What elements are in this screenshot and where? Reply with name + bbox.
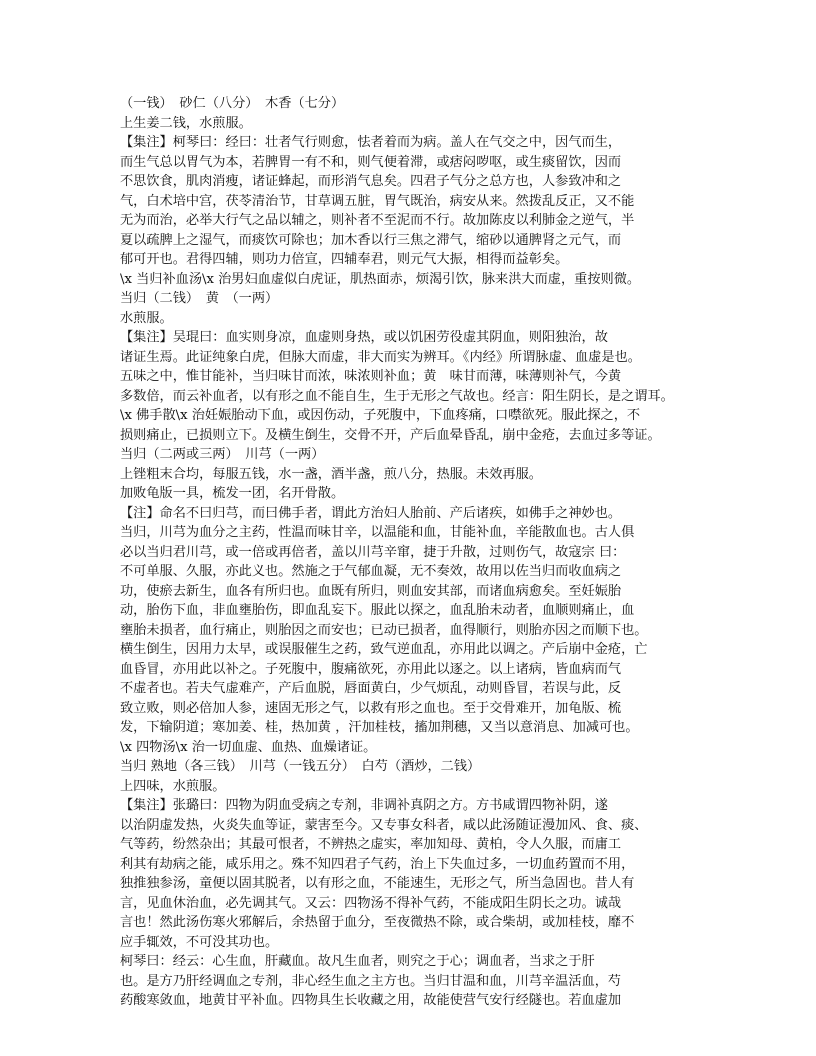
text-line: 也。是方乃肝经调血之专剂，非心经生血之主方也。当归甘温和血，川芎辛温活血，芍 [120, 973, 622, 989]
text-line: 发，下输阴道；寒加姜、桂，热加黄 ，汗加桂枝，搐加荆穗，又当以意消息、加减可也。 [120, 720, 639, 735]
text-line: 利其有劫病之能，咸乐用之。殊不知四君子气药，治上下失血过多，一切血药置而不用， [120, 856, 635, 872]
text-line: 【集注】吴琨曰：血实则身凉，血虚则身热，或以饥困劳役虚其阴血，则阳独治，故 [120, 330, 608, 345]
text-line: \x 当归补血汤\x 治男妇血虚似白虎证，肌热面赤，烦渴引饮，脉来洪大而虚，重按则微。 [120, 271, 641, 287]
text-line: 夏以疏脾上之湿气，而痰饮可除也；加木香以行三焦之滞气，缩砂以通脾肾之元气，而 [120, 232, 622, 248]
text-line: 【集注】柯琴曰：经曰：壮者气行则愈，怯者着而为病。盖人在气交之中，因气而生， [120, 135, 622, 150]
text-line: 药酸寒敛血，地黄甘平补血。四物具生长收藏之用，故能使营气安行经隧也。若血虚加 [120, 993, 622, 1008]
text-line: 致立败，则必倍加人参，速固无形之气，以救有形之血也。至于交骨难开，加龟版、梳 [120, 700, 622, 716]
text-line: 当归 熟地（各三钱） 川芎（一钱五分） 白芍（酒炒，二钱） [120, 759, 481, 774]
text-line: 不思饮食，肌肉消瘦，诸证蜂起，而形消气息矣。四君子气分之总方也，人参致冲和之 [120, 174, 622, 189]
text-line: 【集注】张璐曰：四物为阴血受病之专剂，非调补真阴之方。方书咸谓四物补阴，遂 [120, 798, 608, 813]
text-line: 损则痛止，已损则立下。及横生倒生，交骨不开，产后血晕昏乱，崩中金疮，去血过多等证。 [120, 427, 661, 443]
text-line: 血昏冒，亦用此以补之。子死腹中，腹痛欲死，亦用此以逐之。以上诸病，皆血病而气 [120, 661, 622, 677]
text-line: 郁可开也。君得四辅，则功力倍宣，四辅奉君，则元气大振，相得而益彰矣。 [120, 252, 569, 267]
text-line: 五味之中，惟甘能补，当归味甘而浓，味浓则补血；黄 味甘而薄，味薄则补气，今黄 [120, 369, 622, 384]
text-line: 气等药，纷然杂出；其最可恨者，不辨热之虚实，率加知母、黄柏，令人久服，而庸工 [120, 837, 622, 852]
text-line: 必以当归君川芎，或一倍或再倍者，盖以川芎辛窜，捷于升散，过则伤气，故寇宗 曰： [120, 544, 626, 560]
text-line: 柯琴曰：经云：心生血，肝藏血。故凡生血者，则究之于心；调血者，当求之于肝 [120, 954, 595, 969]
text-line: 水煎服。 [120, 310, 173, 326]
text-line: \x 佛手散\x 治妊娠胎动下血，或因伤动，子死腹中，下血疼痛，口噤欲死。服此探之，不 [120, 408, 641, 423]
text-line: 多数倍，而云补血者，以有形之血不能自生，生于无形之气故也。经言：阳生阴长，是之谓耳。 [120, 388, 674, 404]
text-line: 壅胎未损者，血行痛止，则胎因之而安也；已动已损者，血得顺行，则胎亦因之而顺下也。 [120, 622, 648, 638]
text-line: 不虚者也。若夫气虚难产，产后血脱，唇面黄白，少气烦乱，动则昏冒，若误与此，反 [120, 681, 622, 696]
text-line: 上四味，水煎服。 [120, 778, 226, 794]
text-line: 诸证生焉。此证纯象白虎，但脉大而虚，非大而实为辨耳。《内经》所谓脉虚、血虚是也。 [120, 349, 641, 365]
text-line: 当归（二钱） 黄 （一两） [120, 291, 279, 306]
text-line: （一钱） 砂仁（八分） 木香（七分） [120, 96, 345, 111]
text-line: 应手辄效，不可没其功也。 [120, 934, 279, 950]
text-line: 加败龟版一具，梳发一团，名开骨散。 [120, 486, 345, 501]
text-line: 不可单服、久服，亦此义也。然施之于气郁血凝，无不奏效，故用以佐当归而收血病之 [120, 564, 622, 579]
text-line: 气，白术培中宫，茯苓清治节，甘草调五脏，胃气既治，病安从来。然拨乱反正，又不能 [120, 193, 635, 209]
text-line: 无为而治，必举大行气之品以辅之，则补者不至泥而不行。故加陈皮以利肺金之逆气，半 [120, 213, 635, 228]
text-line: 当归（二两或三两） 川芎（一两） [120, 447, 325, 462]
text-line: 【注】命名不曰归芎，而曰佛手者，谓此方治妇人胎前、产后诸疾，如佛手之神妙也。 [120, 505, 622, 521]
text-line: 独推独参汤，童便以固其脱者，以有形之血，不能速生，无形之气，所当急固也。昔人有 [120, 876, 635, 891]
text-line: 动，胎伤下血，非血壅胎伤，即血乱妄下。服此以探之，血乱胎未动者，血顺则痛止，血 [120, 603, 635, 618]
text-line: 言也！然此汤伤寒火邪解后，余热留于血分，至夜微热不除，或合柴胡，或加桂枝，靡不 [120, 915, 635, 930]
text-line: 以治阴虚发热，火炎失血等证，蒙害至今。又专事女科者，咸以此汤随证漫加风、食、痰、 [120, 817, 648, 833]
text-line: 上锉粗末合均，每服五钱，水一盏，酒半盏，煎八分，热服。未效再服。 [120, 466, 542, 482]
document-page [120, 94, 680, 1011]
text-line: 而生气总以胃气为本，若脾胃一有不和，则气便着滞，或痞闷哕呕，或生痰留饮，因而 [120, 154, 622, 170]
text-line: 横生倒生，因用力太早，或误服催生之药，致气逆血乱，亦用此以调之。产后崩中金疮，亡 [120, 642, 648, 657]
text-line: 言，见血休治血，必先调其气。又云：四物汤不得补气药，不能成阳生阴长之功。诚哉 [120, 895, 622, 911]
text-line: \x 四物汤\x 治一切血虚、血热、血燥诸证。 [120, 739, 377, 755]
text-line: 上生姜二钱，水煎服。 [120, 115, 252, 131]
text-line: 功，使瘀去新生，血各有所归也。血既有所归，则血安其部，而诸血病愈矣。至妊娠胎 [120, 583, 622, 599]
text-line: 当归，川芎为血分之主药，性温而味甘辛，以温能和血，甘能补血，辛能散血也。古人俱 [120, 525, 635, 540]
